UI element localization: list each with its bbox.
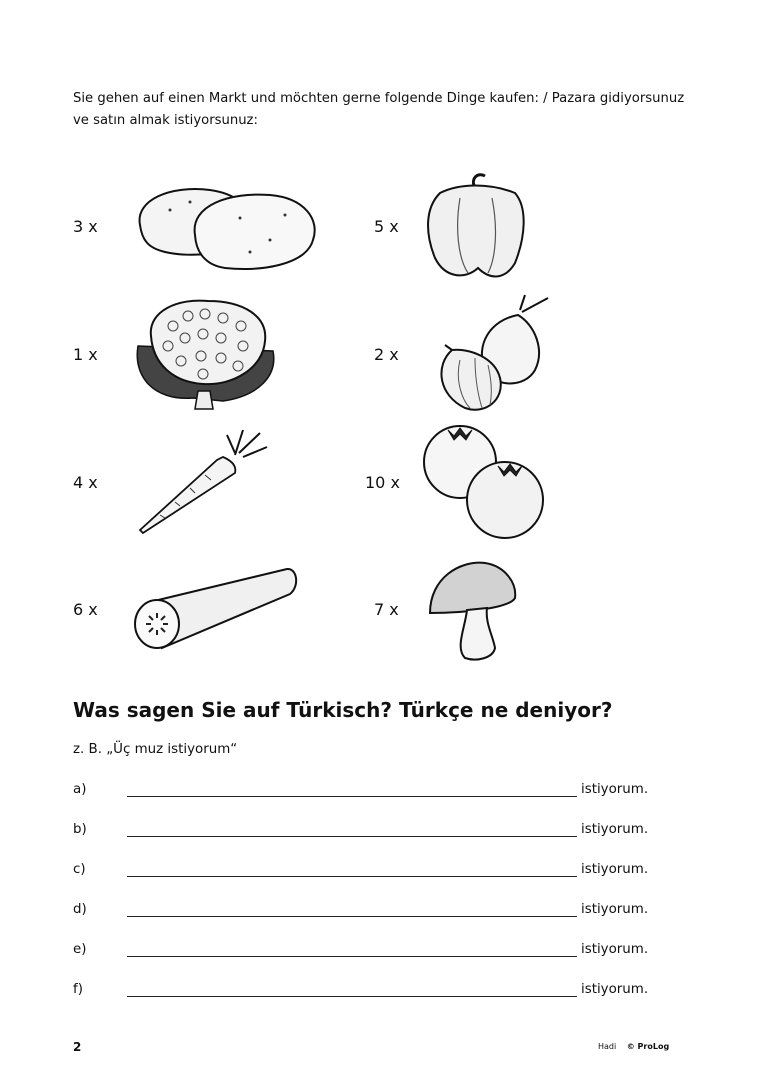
cucumber-icon	[132, 566, 300, 652]
answer-letter: f)	[73, 982, 83, 997]
footer-brand: © ProLog	[626, 1042, 670, 1051]
answer-suffix: istiyorum.	[581, 982, 649, 997]
answer-letter: d)	[73, 902, 87, 917]
quantity-carrot: 4 x	[73, 473, 98, 492]
quantity-cucumber: 6 x	[73, 600, 98, 619]
tomatoes-icon	[420, 422, 550, 540]
answer-row-f[interactable]	[73, 982, 673, 1004]
carrot-icon	[135, 425, 275, 540]
quantity-tomatoes: 10 x	[365, 473, 400, 492]
cauliflower-icon	[133, 296, 283, 414]
answer-suffix: istiyorum.	[581, 902, 649, 917]
bell-pepper-icon	[420, 168, 530, 286]
answer-row-a[interactable]	[73, 782, 673, 804]
answer-letter: e)	[73, 942, 87, 957]
quantity-mushroom: 7 x	[374, 600, 399, 619]
quantity-onions: 2 x	[374, 345, 399, 364]
answer-letter: b)	[73, 822, 87, 837]
answer-row-c[interactable]	[73, 862, 673, 884]
footer-credit	[598, 1042, 669, 1051]
answer-letter: a)	[73, 782, 87, 797]
answer-suffix: istiyorum.	[581, 782, 649, 797]
quantity-pepper: 5 x	[374, 217, 399, 236]
example-sentence: z. B. „Üç muz istiyorum“	[73, 742, 238, 757]
answer-suffix: istiyorum.	[581, 822, 649, 837]
mushroom-icon	[425, 558, 520, 662]
answer-suffix: istiyorum.	[581, 862, 649, 877]
quantity-cauliflower: 1 x	[73, 345, 98, 364]
answer-suffix: istiyorum.	[581, 942, 649, 957]
answer-line[interactable]	[127, 796, 577, 797]
page-number: 2	[73, 1040, 82, 1054]
answer-row-e[interactable]	[73, 942, 673, 964]
answer-letter: c)	[73, 862, 86, 877]
answer-line[interactable]	[127, 916, 577, 917]
answer-row-d[interactable]	[73, 902, 673, 924]
footer-title: Hadi	[598, 1042, 617, 1051]
answer-line[interactable]	[127, 836, 577, 837]
answer-row-b[interactable]	[73, 822, 673, 844]
answer-line[interactable]	[127, 956, 577, 957]
quantity-potatoes: 3 x	[73, 217, 98, 236]
onions-icon	[430, 290, 555, 415]
answer-line[interactable]	[127, 996, 577, 997]
section-heading: Was sagen Sie auf Türkisch? Türkçe ne deniyor?	[73, 698, 613, 722]
answer-line[interactable]	[127, 876, 577, 877]
potatoes-icon	[130, 180, 320, 275]
intro-text: Sie gehen auf einen Markt und möchten gerne folgende Dinge kaufen: / Pazara gidiyorsunuz ve satın almak istiyorsunuz:	[73, 91, 685, 128]
